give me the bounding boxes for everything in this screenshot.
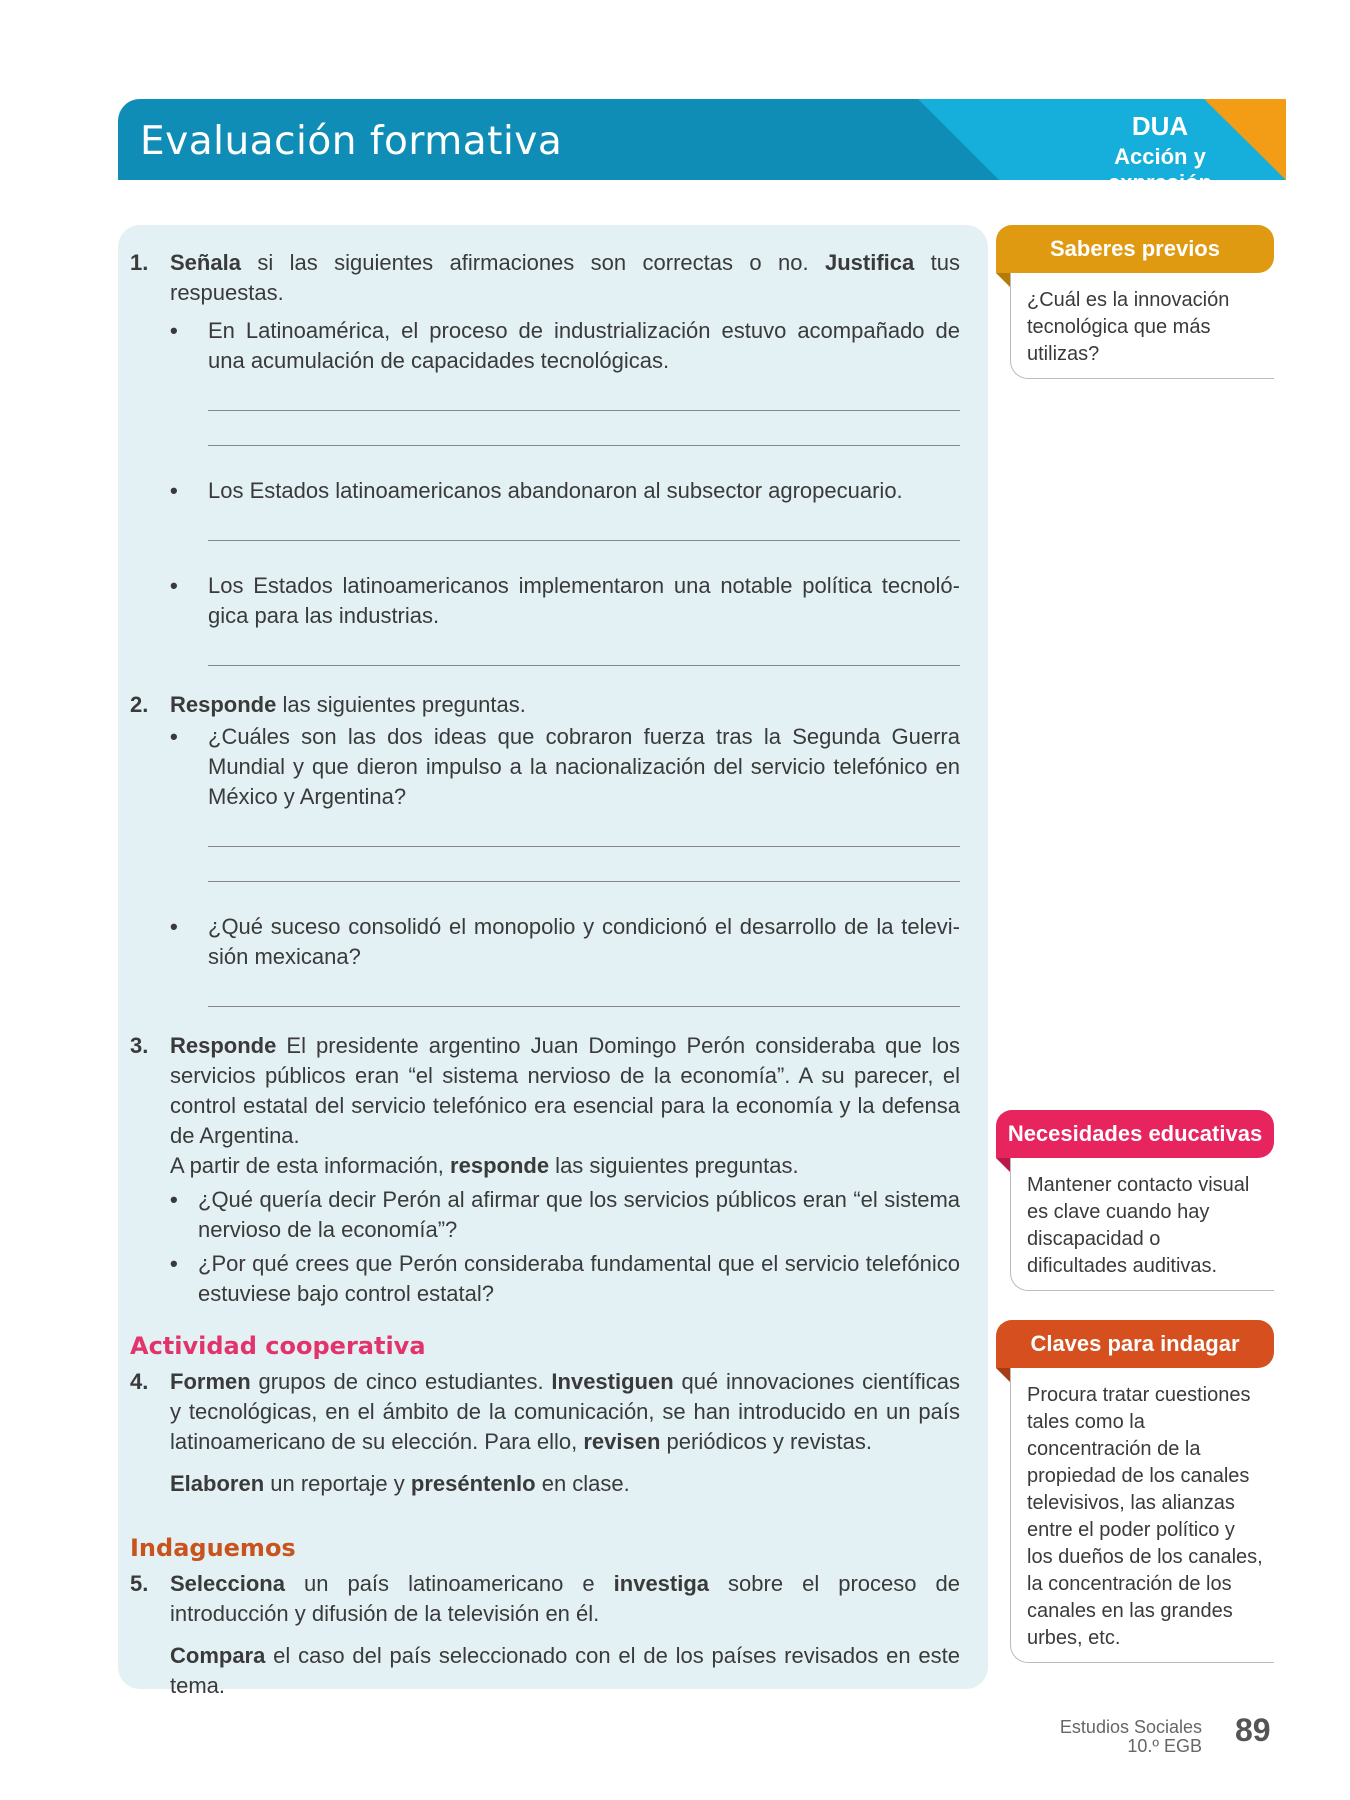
question-2 (130, 690, 960, 1007)
header-banner (118, 99, 1286, 195)
instruction-verb: Señala (170, 250, 241, 275)
question-number: 5. (130, 1571, 149, 1596)
prompt-text: grupos de cinco estudiantes. (250, 1369, 552, 1394)
question-1 (130, 248, 960, 666)
sub-instruction (170, 1641, 960, 1701)
question-prompt (170, 1031, 960, 1151)
prompt-text: un reportaje y (264, 1471, 411, 1496)
question-number: 2. (130, 692, 149, 717)
footer-subject (1060, 1718, 1202, 1756)
sub-instruction (170, 1151, 960, 1181)
question-number: 1. (130, 250, 149, 275)
question-number: 3. (130, 1033, 149, 1058)
instruction-verb: responde (450, 1153, 550, 1178)
answer-line[interactable] (208, 506, 960, 541)
question-3 (130, 1031, 960, 1309)
question-5 (130, 1569, 960, 1701)
answer-line[interactable] (208, 411, 960, 446)
prompt-text: en clase. (535, 1471, 630, 1496)
question-number: 4. (130, 1369, 149, 1394)
answer-line[interactable] (208, 376, 960, 411)
question-prompt (170, 690, 960, 720)
answer-line[interactable] (208, 812, 960, 847)
instruction-verb: Responde (170, 692, 277, 717)
dua-label (1080, 111, 1240, 196)
prompt-text: un país latinoamericano e (284, 1571, 614, 1596)
instruction-verb: investiga (613, 1571, 710, 1596)
prompt-text: periódicos y revistas. (660, 1429, 872, 1454)
instruction-verb: preséntenlo (410, 1471, 536, 1496)
instruction-verb: Investiguen (551, 1369, 674, 1394)
saberes-previos-box (996, 225, 1274, 379)
instruction-verb: Selecciona (170, 1571, 285, 1596)
statement-list (170, 316, 960, 376)
prompt-text: el caso del país seleccionado con el de los países revisados en este tema. (170, 1643, 960, 1698)
activity-content (130, 248, 960, 1711)
question-prompt (170, 248, 960, 308)
instruction-verb: Responde (170, 1033, 277, 1058)
instruction-verb: Compara (170, 1643, 266, 1668)
necesidades-educativas-title: Necesidades educativas (996, 1110, 1274, 1158)
question-item: • ¿Qué quería decir Perón al afirmar que los servicios públicos eran “el sistema nervioso de la economía”? (170, 1185, 960, 1245)
saberes-previos-text: ¿Cuál es la innovación tecnológica que más utilizas? (1010, 273, 1274, 379)
prompt-text: las siguientes preguntas. (549, 1153, 799, 1178)
statement-list (170, 476, 960, 506)
question-item: • ¿Por qué crees que Perón consideraba fundamental que el servicio telefónico estuviese bajo control estatal? (170, 1249, 960, 1309)
page-title: Evaluación formativa (140, 119, 563, 164)
saberes-previos-title: Saberes previos (996, 225, 1274, 273)
question-item: • ¿Qué suceso consolidó el monopolio y condicionó el desarrollo de la televi-sión mexicana? (170, 912, 960, 972)
question-prompt (170, 1569, 960, 1629)
sub-instruction (170, 1469, 960, 1499)
answer-line[interactable] (208, 847, 960, 882)
statement-item: • Los Estados latinoamericanos abandonaron al subsector agropecuario. (170, 476, 960, 506)
claves-indagar-text: Procura tratar cuestiones tales como la concentración de la propiedad de los canales televisivos, las alianzas entre el poder político y los dueños de los canales, la concentración de los canales en las grandes urbes, etc. (1010, 1368, 1274, 1663)
page-number: 89 (1235, 1712, 1271, 1748)
claves-indagar-box (996, 1320, 1274, 1663)
question-list (170, 722, 960, 812)
necesidades-educativas-box (996, 1110, 1274, 1291)
question-prompt (170, 1367, 960, 1457)
footer-subject-name: Estudios Sociales (1059, 1717, 1202, 1737)
question-list (170, 912, 960, 972)
question-4 (130, 1367, 960, 1499)
prompt-text: sobre el proceso de introducción y difusión de la televisión en él. (170, 1571, 960, 1626)
prompt-text: las siguientes preguntas. (276, 692, 526, 717)
cooperative-heading: Actividad cooperativa (130, 1332, 426, 1360)
statement-item: • En Latinoamérica, el proceso de industrialización estuvo acompañado de una acumulación de capacidades tecnológicas. (170, 316, 960, 376)
answer-line[interactable] (208, 631, 960, 666)
footer-grade: 10.º EGB (1127, 1736, 1202, 1756)
prompt-text: A partir de esta información, (170, 1153, 451, 1178)
instruction-verb: Elaboren (170, 1471, 265, 1496)
instruction-verb: revisen (583, 1429, 661, 1454)
answer-line[interactable] (208, 972, 960, 1007)
claves-indagar-title: Claves para indagar (996, 1320, 1274, 1368)
question-list (170, 1185, 960, 1309)
statement-list (170, 571, 960, 631)
question-item: • ¿Cuáles son las dos ideas que cobraron fuerza tras la Segunda Guerra Mundial y que dieron impulso a la nacionalización del servicio telefónico en México y Argentina? (170, 722, 960, 812)
prompt-text: El presidente argentino Juan Domingo Perón consideraba que los servicios públicos eran “el sistema nervioso de la economía”. A su parecer, el control estatal del servicio telefónico era esencial para la economía y la defensa de Argentina. (170, 1033, 960, 1148)
dua-subtitle: Acción y expresión (1108, 144, 1212, 195)
necesidades-educativas-text: Mantener contacto visual es clave cuando hay discapacidad o dificultades auditivas. (1010, 1158, 1274, 1291)
dua-title: DUA (1131, 111, 1189, 141)
indaguemos-heading: Indaguemos (130, 1534, 296, 1562)
instruction-verb: Formen (170, 1369, 251, 1394)
statement-item: • Los Estados latinoamericanos implementaron una notable política tecnoló-gica para las industrias. (170, 571, 960, 631)
prompt-text: si las siguientes afirmaciones son correctas o no. (240, 250, 825, 275)
instruction-verb: Justifica (825, 250, 915, 275)
prompt-text: tus respuestas. (170, 250, 961, 305)
prompt-text: qué innovaciones científicas y tecnológicas, en el ámbito de la comunicación, se han introducido en un país latinoamericano de su elección. Para ello, (170, 1369, 960, 1454)
